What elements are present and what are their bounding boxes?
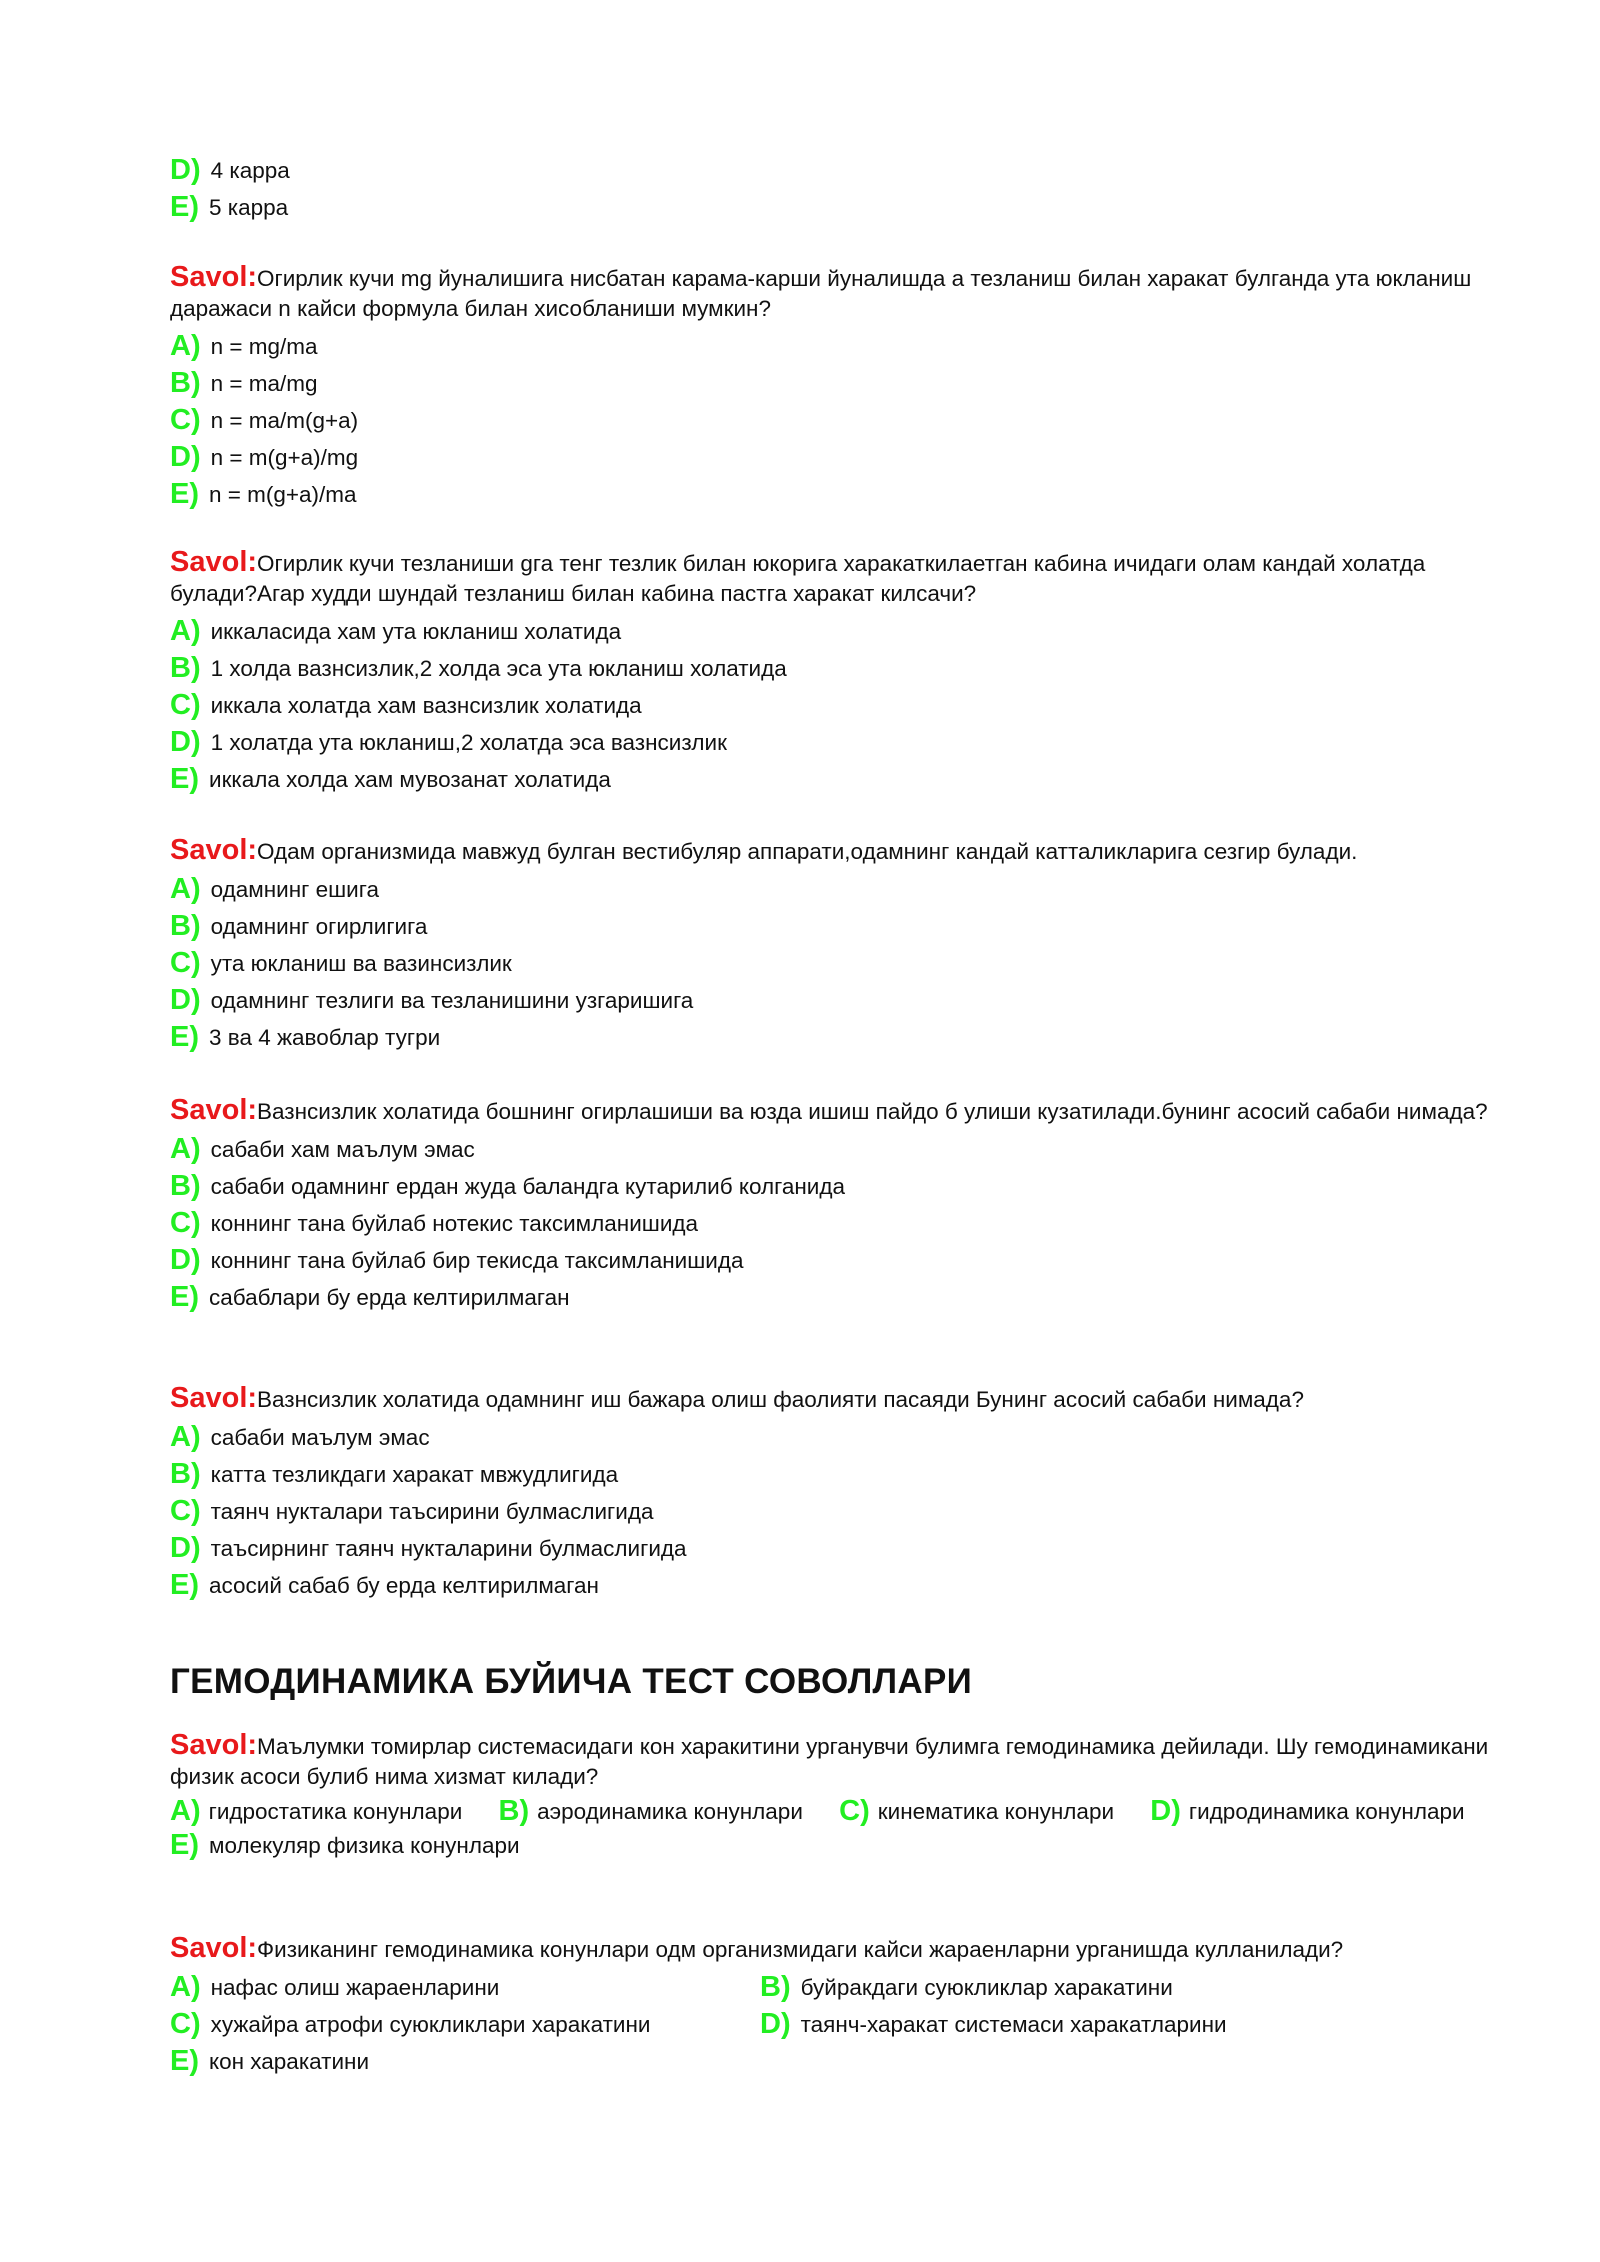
- option-letter: A): [170, 1795, 201, 1827]
- option-c: [170, 402, 1490, 439]
- option-a: [170, 1131, 1490, 1168]
- option-e: [170, 761, 1490, 798]
- option-letter: D): [170, 1532, 201, 1564]
- option-letter: C): [839, 1795, 870, 1827]
- option-text: таянч нукталари таъсирини булмаслигида: [210, 1499, 654, 1524]
- savol-label: Savol:: [170, 1094, 258, 1126]
- question-body: Вазнсизлик холатида одамнинг иш бажара олиш фаолияти пасаяди Бунинг асосий сабаби нимада?: [257, 1387, 1304, 1412]
- option-d: [170, 1242, 1490, 1279]
- option-letter: C): [170, 689, 201, 721]
- option-text: иккала холда хам мувозанат холатида: [209, 767, 611, 792]
- option-text: иккаласида хам ута юкланиш холатида: [210, 619, 622, 644]
- option-text: одамнинг огирлигига: [210, 914, 428, 939]
- savol-label: Savol:: [170, 1382, 258, 1414]
- prev-question-options: [170, 152, 1490, 226]
- option-letter: D): [1150, 1795, 1181, 1827]
- option-d: [760, 2006, 1460, 2043]
- question-block: [170, 262, 1490, 513]
- option-a: [170, 1419, 1490, 1456]
- option-a: [170, 613, 1490, 650]
- option-letter: E): [170, 1021, 199, 1053]
- option-e: [170, 1567, 1490, 1604]
- option-letter: B): [170, 1458, 201, 1490]
- option-text: n = ma/m(g+a): [210, 408, 359, 433]
- option-letter: C): [170, 1207, 201, 1239]
- option-text: таянч-харакат системаси харакатларини: [800, 2012, 1227, 2037]
- option-letter: A): [170, 873, 201, 905]
- option-e: [170, 476, 1490, 513]
- question-block: [170, 547, 1490, 798]
- option-e: [170, 1019, 1490, 1056]
- option-text: 3 ва 4 жавоблар тугри: [209, 1025, 441, 1050]
- option-b: [170, 365, 1490, 402]
- option-c: [170, 687, 1490, 724]
- option-e: [170, 2043, 1490, 2080]
- option-d: [170, 724, 1490, 761]
- question-body: Огирлик кучи тезланиши gга тенг тезлик билан юкорига харакаткилаетган кабина ичидаги олам кандай холатда булади?Агар худди шундай тезланиш билан кабина пастга харакат килсачи?: [170, 551, 1426, 606]
- option-letter: C): [170, 2008, 201, 2040]
- option-text: n = mg/ma: [210, 334, 318, 359]
- option-c: [170, 1205, 1490, 1242]
- option-text: коннинг тана буйлаб нотекис таксимланишида: [210, 1211, 699, 1236]
- option-letter: B): [760, 1971, 791, 2003]
- question-body: Огирлик кучи mg йуналишига нисбатан карама-карши йуналишда a тезланиш билан харакат булганда ута юкланиш даражаси n кайси формула билан хисобланиши мумкин?: [170, 266, 1472, 321]
- question-block: [170, 1933, 1490, 2080]
- savol-label: Savol:: [170, 546, 258, 578]
- option-letter: D): [170, 441, 201, 473]
- option-text: сабаби одамнинг ердан жуда баландга кутарилиб колганида: [210, 1174, 845, 1199]
- question-text: [170, 262, 1490, 324]
- option-letter: E): [170, 1829, 199, 1861]
- option-text: нафас олиш жараенларини: [210, 1975, 500, 2000]
- option-letter: D): [170, 154, 201, 186]
- savol-label: Savol:: [170, 1729, 258, 1761]
- question-text: [170, 1730, 1490, 1792]
- option-b: [170, 650, 1490, 687]
- question-text: [170, 835, 1490, 867]
- option-e: [170, 1827, 1490, 1864]
- option-letter: D): [170, 1244, 201, 1276]
- option-letter: A): [170, 1133, 201, 1165]
- option-letter: E): [170, 2045, 199, 2077]
- option-letter: C): [170, 404, 201, 436]
- option-letter: E): [170, 1569, 199, 1601]
- option-text: n = m(g+a)/mg: [210, 445, 359, 470]
- option-letter: E): [170, 478, 199, 510]
- option-text: буйракдаги суюкликлар харакатини: [800, 1975, 1173, 2000]
- option-c: [170, 1493, 1490, 1530]
- option-letter: B): [170, 652, 201, 684]
- savol-label: Savol:: [170, 261, 258, 293]
- option-d: [170, 982, 1490, 1019]
- question-text: [170, 1933, 1490, 1965]
- option-letter: A): [170, 1421, 201, 1453]
- option-text: сабаблари бу ерда келтирилмаган: [209, 1285, 570, 1310]
- option-letter: A): [170, 330, 201, 362]
- option-text: 1 холда вазнсизлик,2 холда эса ута юкланиш холатида: [210, 656, 787, 681]
- question-body: Физиканинг гемодинамика конунлари одм организмидаги кайси жараенларни урганишда кулланилади?: [257, 1937, 1344, 1962]
- option-text: 4 карра: [210, 158, 290, 183]
- option-text: одамнинг ешига: [210, 877, 379, 902]
- option-text: гидродинамика конунлари: [1188, 1799, 1465, 1824]
- option-b: [760, 1969, 1460, 2006]
- option-letter: C): [170, 1495, 201, 1527]
- option-text: 1 холатда ута юкланиш,2 холатда эса вазнсизлик: [210, 730, 727, 755]
- question-body: Одам организмида мавжуд булган вестибуляр аппарати,одамнинг кандай катталикларига сезгир булади.: [257, 839, 1358, 864]
- option-text: асосий сабаб бу ерда келтирилмаган: [209, 1573, 599, 1598]
- option-a: [170, 871, 1490, 908]
- option-letter: D): [170, 726, 201, 758]
- option-text: ута юкланиш ва вазинсизлик: [210, 951, 512, 976]
- option-text: кинематика конунлари: [877, 1799, 1115, 1824]
- question-block: [170, 1383, 1490, 1604]
- option-text: коннинг тана буйлаб бир текисда таксимланишида: [210, 1248, 744, 1273]
- option-a: [170, 1969, 760, 2006]
- option-letter: E): [170, 763, 199, 795]
- section-heading: ГЕМОДИНАМИКА БУЙИЧА ТЕСТ СОВОЛЛАРИ: [170, 1662, 973, 1701]
- option-letter: D): [170, 984, 201, 1016]
- option-letter: E): [170, 191, 199, 223]
- question-body: Маълумки томирлар системасидаги кон харакитини урганувчи булимга гемодинамика дейилади. Шу гемодинамикани физик асоси булиб нима хизмат килади?: [170, 1734, 1489, 1789]
- option-a: [170, 328, 1490, 365]
- option-letter: B): [170, 367, 201, 399]
- option-text: молекуляр физика конунлари: [209, 1833, 520, 1858]
- option-e: [170, 1279, 1490, 1316]
- option-text: хужайра атрофи суюкликлари харакатини: [210, 2012, 651, 2037]
- option-c: [170, 2006, 760, 2043]
- option-text: катта тезликдаги харакат мвжудлигида: [210, 1462, 619, 1487]
- option-letter: A): [170, 1971, 201, 2003]
- option-b: [170, 1168, 1490, 1205]
- option-e: [170, 189, 1490, 226]
- question-text: [170, 1383, 1490, 1415]
- option-d: [170, 439, 1490, 476]
- question-body: Вазнсизлик холатида бошнинг огирлашиши ва юзда ишиш пайдо б улиши кузатилади.бунинг асосий сабаби нимада?: [257, 1099, 1488, 1124]
- option-text: 5 карра: [209, 195, 289, 220]
- option-text: сабаби хам маълум эмас: [210, 1137, 475, 1162]
- option-text: кон харакатини: [209, 2049, 370, 2074]
- question-text: [170, 547, 1490, 609]
- savol-label: Savol:: [170, 1932, 258, 1964]
- inline-options: [170, 1796, 1490, 1827]
- question-block: [170, 1095, 1490, 1316]
- two-column-options: [170, 1969, 1490, 2043]
- option-letter: B): [170, 910, 201, 942]
- option-text: иккала холатда хам вазнсизлик холатида: [210, 693, 642, 718]
- option-c: [170, 945, 1490, 982]
- option-text: сабаби маълум эмас: [210, 1425, 430, 1450]
- question-block: [170, 1730, 1490, 1864]
- option-letter: E): [170, 1281, 199, 1313]
- option-letter: B): [170, 1170, 201, 1202]
- question-text: [170, 1095, 1490, 1127]
- option-text: n = m(g+a)/ma: [209, 482, 357, 507]
- option-d: [170, 1530, 1490, 1567]
- option-b: [170, 1456, 1490, 1493]
- option-text: аэродинамика конунлари: [537, 1799, 803, 1824]
- savol-label: Savol:: [170, 834, 258, 866]
- option-letter: D): [760, 2008, 791, 2040]
- option-text: гидростатика конунлари: [208, 1799, 463, 1824]
- option-letter: B): [498, 1795, 530, 1827]
- option-letter: A): [170, 615, 201, 647]
- question-block: [170, 835, 1490, 1056]
- option-text: одамнинг тезлиги ва тезланишини узгаришига: [210, 988, 694, 1013]
- option-d: [170, 152, 1490, 189]
- option-letter: C): [170, 947, 201, 979]
- option-text: n = ma/mg: [210, 371, 318, 396]
- option-text: таъсирнинг таянч нукталарини булмаслигида: [210, 1536, 687, 1561]
- option-b: [170, 908, 1490, 945]
